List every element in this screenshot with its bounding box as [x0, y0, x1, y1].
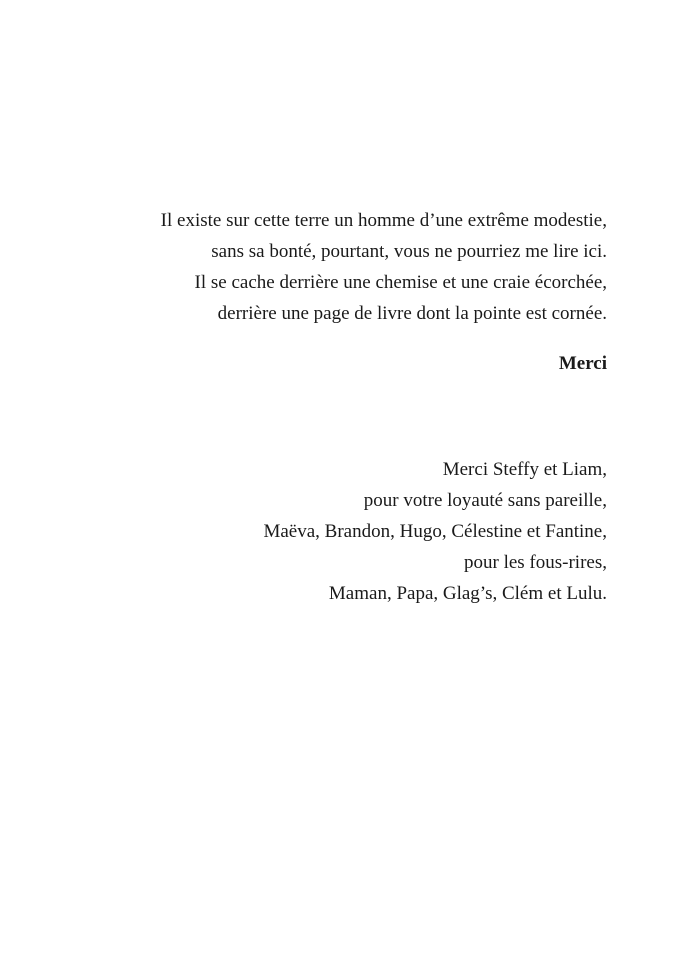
poem-line: derrière une page de livre dont la pointe est cornée. [217, 303, 607, 324]
dedication-signature: Merci [558, 353, 607, 374]
poem-line: Il se cache derrière une chemise et une craie écorchée, [194, 272, 607, 293]
thanks-line: Merci Steffy et Liam, [442, 459, 607, 480]
thanks-line: Maman, Papa, Glag’s, Clém et Lulu. [328, 583, 607, 604]
thanks-line: pour les fous-rires, [464, 552, 607, 573]
thanks-block [263, 454, 607, 609]
dedication-poem [161, 205, 607, 329]
poem-line: Il existe sur cette terre un homme d’une extrême modestie, [160, 210, 607, 231]
thanks-line: Maëva, Brandon, Hugo, Célestine et Fantine, [263, 521, 607, 542]
thanks-line: pour votre loyauté sans pareille, [363, 490, 607, 511]
poem-line: sans sa bonté, pourtant, vous ne pourriez me lire ici. [211, 241, 607, 262]
